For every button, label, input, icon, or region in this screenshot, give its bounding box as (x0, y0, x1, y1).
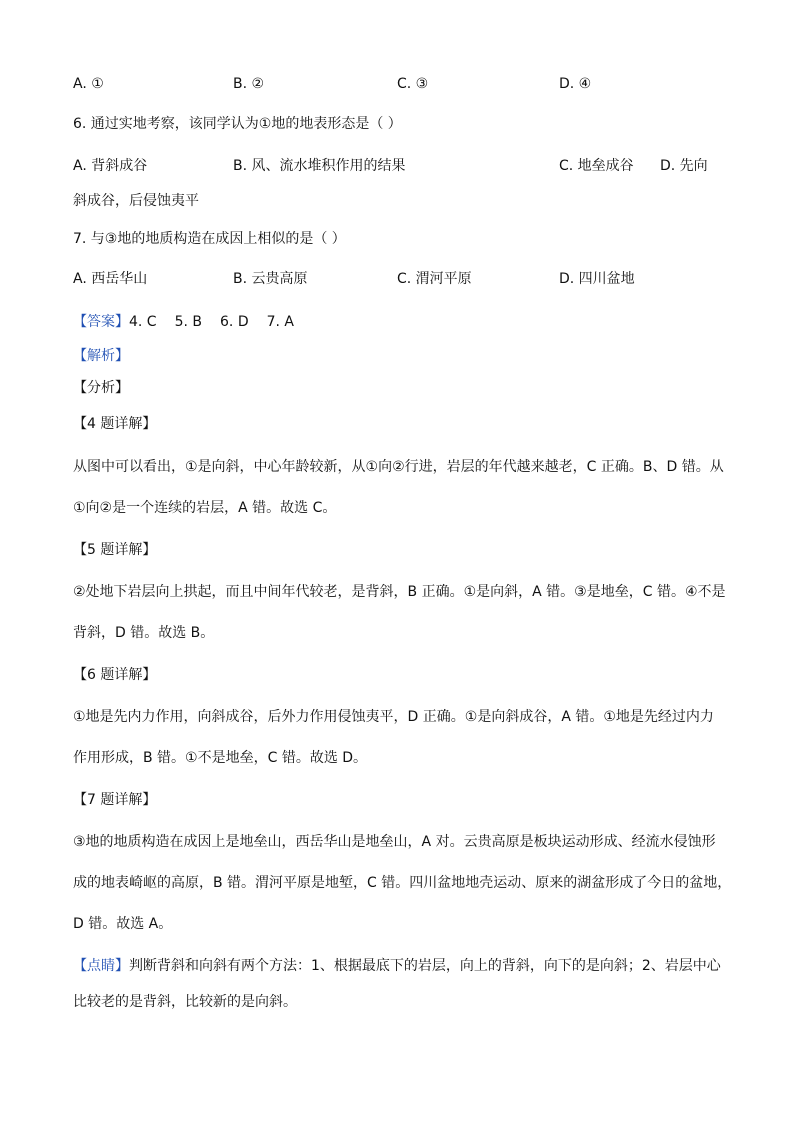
answer-item: 6. D (220, 314, 249, 330)
q6-option-c: C. 地垒成谷 (559, 158, 634, 174)
q7-stem: 7. 与③地的地质构造在成因上相似的是（ ） (73, 231, 346, 247)
q7-option-d: D. 四川盆地 (559, 271, 635, 287)
dianjing-text: 判断背斜和向斜有两个方法：1、根据最底下的岩层，向上的背斜，向下的是向斜；2、岩层中心 (129, 958, 721, 974)
q5-detail-line: 背斜，D 错。故选 B。 (73, 625, 215, 641)
q5-option-b: B. ② (233, 76, 265, 92)
q4-detail-line: 从图中可以看出，①是向斜，中心年龄较新，从①向②行进，岩层的年代越来越老，C 正确。B、D 错。从 (73, 459, 724, 475)
jiexi-heading: 【解析】 (73, 348, 129, 364)
q6-option-d-continued: 斜成谷，后侵蚀夷平 (73, 193, 199, 209)
q4-detail-title: 【4 题详解】 (73, 416, 157, 432)
q7-detail-line: 成的地表崎岖的高原，B 错。渭河平原是地堑，C 错。四川盆地地壳运动、原来的湖盆形成了今日的盆地， (73, 875, 732, 891)
dianjing-line-2: 比较老的是背斜，比较新的是向斜。 (73, 994, 297, 1010)
answer-tag: 【答案】 (73, 314, 129, 330)
q7-option-b: B. 云贵高原 (233, 271, 308, 287)
q5-detail-line: ②处地下岩层向上拱起，而且中间年代较老，是背斜，B 正确。①是向斜，A 错。③是地垒，C 错。④不是 (73, 584, 726, 600)
q7-detail-line: D 错。故选 A。 (73, 916, 173, 932)
q5-option-c: C. ③ (397, 76, 429, 92)
q6-detail-title: 【6 题详解】 (73, 667, 157, 683)
q6-stem: 6. 通过实地考察，该同学认为①地的地表形态是（ ） (73, 116, 402, 132)
fenxi-heading: 【分析】 (73, 380, 129, 396)
answer-item: 5. B (174, 314, 203, 330)
q7-detail-title: 【7 题详解】 (73, 792, 157, 808)
q5-option-d: D. ④ (559, 76, 592, 92)
q6-option-b: B. 风、流水堆积作用的结果 (233, 158, 406, 174)
q7-option-a: A. 西岳华山 (73, 271, 148, 287)
q7-detail-line: ③地的地质构造在成因上是地垒山，西岳华山是地垒山，A 对。云贵高原是板块运动形成、经流水侵蚀形 (73, 834, 716, 850)
q6-option-a: A. 背斜成谷 (73, 158, 148, 174)
q6-detail-line: 作用形成，B 错。①不是地垒，C 错。故选 D。 (73, 750, 368, 766)
q6-detail-line: ①地是先内力作用，向斜成谷，后外力作用侵蚀夷平，D 正确。①是向斜成谷，A 错。①地是先经过内力 (73, 709, 714, 725)
answer-item: 4. C (129, 314, 157, 330)
q6-option-d: D. 先向 (660, 158, 708, 174)
dianjing-line (73, 956, 723, 976)
q5-detail-title: 【5 题详解】 (73, 542, 157, 558)
q4-detail-line: ①向②是一个连续的岩层，A 错。故选 C。 (73, 500, 337, 516)
q5-option-a: A. ① (73, 76, 104, 92)
q7-option-c: C. 渭河平原 (397, 271, 472, 287)
dianjing-tag: 【点睛】 (73, 958, 129, 974)
answer-row (73, 312, 723, 332)
answer-item: 7. A (266, 314, 294, 330)
